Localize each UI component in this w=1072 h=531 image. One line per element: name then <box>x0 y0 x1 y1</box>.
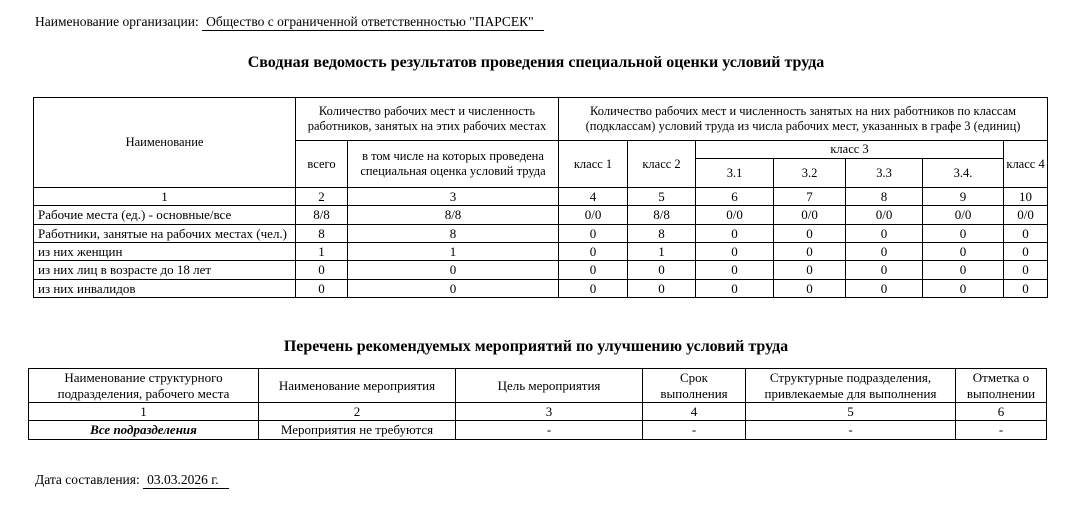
header-class3-4: 3.4. <box>923 159 1004 188</box>
row-label: из них лиц в возрасте до 18 лет <box>34 261 296 279</box>
cell: 8 <box>348 224 559 242</box>
cell: 0 <box>1004 224 1048 242</box>
cell: 8/8 <box>348 206 559 224</box>
cell: 0 <box>628 279 696 297</box>
cell: 0 <box>774 261 846 279</box>
cell: 0 <box>696 279 774 297</box>
cell: 1 <box>628 242 696 260</box>
header-including: в том числе на которых проведена специальная оценка условий труда <box>348 141 559 188</box>
cell-completion-mark: - <box>956 421 1047 439</box>
table-row <box>34 224 1048 242</box>
cell-unit: Все подразделения <box>29 421 259 439</box>
col-number: 5 <box>628 188 696 206</box>
cell: 8/8 <box>628 206 696 224</box>
column-number-row <box>29 403 1047 421</box>
header-class1: класс 1 <box>559 141 628 188</box>
cell: 0 <box>296 279 348 297</box>
organization-label: Наименование организации: <box>35 14 199 29</box>
header-measure: Наименование мероприятия <box>259 369 456 403</box>
header-completion-mark: Отметка о выполнении <box>956 369 1047 403</box>
cell: 0 <box>846 261 923 279</box>
table-row <box>34 261 1048 279</box>
cell: 8 <box>296 224 348 242</box>
header-class3-3: 3.3 <box>846 159 923 188</box>
cell: 0 <box>774 242 846 260</box>
header-class3-1: 3.1 <box>696 159 774 188</box>
summary-table-title: Сводная ведомость результатов проведения специальной оценки условий труда <box>247 54 825 71</box>
cell-deadline: - <box>643 421 746 439</box>
row-label: из них инвалидов <box>34 279 296 297</box>
header-class3: класс 3 <box>696 141 1004 159</box>
cell: 0 <box>348 279 559 297</box>
col-number: 4 <box>559 188 628 206</box>
cell: 0 <box>559 224 628 242</box>
cell: 0/0 <box>696 206 774 224</box>
cell-measure: Мероприятия не требуются <box>259 421 456 439</box>
table-row <box>34 206 1048 224</box>
header-involved-units: Структурные подразделения, привлекаемые для выполнения <box>746 369 956 403</box>
measures-table <box>28 368 1047 440</box>
header-class2: класс 2 <box>628 141 696 188</box>
row-label: из них женщин <box>34 242 296 260</box>
table-row <box>29 421 1047 439</box>
organization-line <box>35 14 544 30</box>
column-number-row <box>34 188 1048 206</box>
cell: 0/0 <box>846 206 923 224</box>
table-row <box>34 242 1048 260</box>
cell: 0 <box>628 261 696 279</box>
cell: 1 <box>296 242 348 260</box>
cell: 0 <box>923 261 1004 279</box>
cell: 0 <box>846 224 923 242</box>
header-class3-2: 3.2 <box>774 159 846 188</box>
header-group-workplaces: Количество рабочих мест и численность работников, занятых на этих рабочих местах <box>296 98 559 141</box>
col-number: 1 <box>34 188 296 206</box>
cell: 0 <box>774 279 846 297</box>
cell: 0 <box>296 261 348 279</box>
cell: 0 <box>846 242 923 260</box>
header-group-classes: Количество рабочих мест и численность занятых на них работников по классам (подклассам) условий труда из числа рабочих мест, указанных в графе 3 (единиц) <box>559 98 1048 141</box>
cell: 0 <box>696 224 774 242</box>
col-number: 5 <box>746 403 956 421</box>
col-number: 1 <box>29 403 259 421</box>
cell: 0/0 <box>923 206 1004 224</box>
summary-table <box>33 97 1048 298</box>
header-unit: Наименование структурного подразделения, рабочего места <box>29 369 259 403</box>
row-label: Работники, занятые на рабочих местах (чел.) <box>34 224 296 242</box>
cell: 0 <box>348 261 559 279</box>
cell: 0 <box>559 242 628 260</box>
col-number: 9 <box>923 188 1004 206</box>
cell: 8 <box>628 224 696 242</box>
date-label: Дата составления: <box>35 472 140 487</box>
cell: 0 <box>923 242 1004 260</box>
col-number: 3 <box>348 188 559 206</box>
row-label: Рабочие места (ед.) - основные/все <box>34 206 296 224</box>
cell: 0 <box>774 224 846 242</box>
cell: 0 <box>1004 261 1048 279</box>
measures-table-title: Перечень рекомендуемых мероприятий по улучшению условий труда <box>283 338 789 355</box>
cell: 1 <box>348 242 559 260</box>
col-number: 10 <box>1004 188 1048 206</box>
cell: 0 <box>846 279 923 297</box>
date-line <box>35 472 229 488</box>
col-number: 6 <box>696 188 774 206</box>
cell: 0/0 <box>774 206 846 224</box>
col-number: 3 <box>456 403 643 421</box>
cell: 0 <box>559 261 628 279</box>
table-row <box>34 279 1048 297</box>
col-number: 2 <box>296 188 348 206</box>
cell: 0 <box>923 279 1004 297</box>
cell: 0/0 <box>1004 206 1048 224</box>
cell-goal: - <box>456 421 643 439</box>
header-goal: Цель мероприятия <box>456 369 643 403</box>
col-number: 2 <box>259 403 456 421</box>
organization-name: Общество с ограниченной ответственностью "ПАРСЕК" <box>202 14 544 31</box>
cell-involved-units: - <box>746 421 956 439</box>
date-value: 03.03.2026 г. <box>143 472 229 489</box>
cell: 0 <box>1004 279 1048 297</box>
col-number: 4 <box>643 403 746 421</box>
header-total: всего <box>296 141 348 188</box>
header-deadline: Срок выполнения <box>643 369 746 403</box>
col-number: 6 <box>956 403 1047 421</box>
cell: 8/8 <box>296 206 348 224</box>
cell: 0 <box>696 261 774 279</box>
cell: 0 <box>696 242 774 260</box>
header-class4: класс 4 <box>1004 141 1048 188</box>
col-number: 8 <box>846 188 923 206</box>
cell: 0 <box>1004 242 1048 260</box>
cell: 0 <box>559 279 628 297</box>
cell: 0/0 <box>559 206 628 224</box>
col-number: 7 <box>774 188 846 206</box>
header-name: Наименование <box>34 98 296 188</box>
cell: 0 <box>923 224 1004 242</box>
